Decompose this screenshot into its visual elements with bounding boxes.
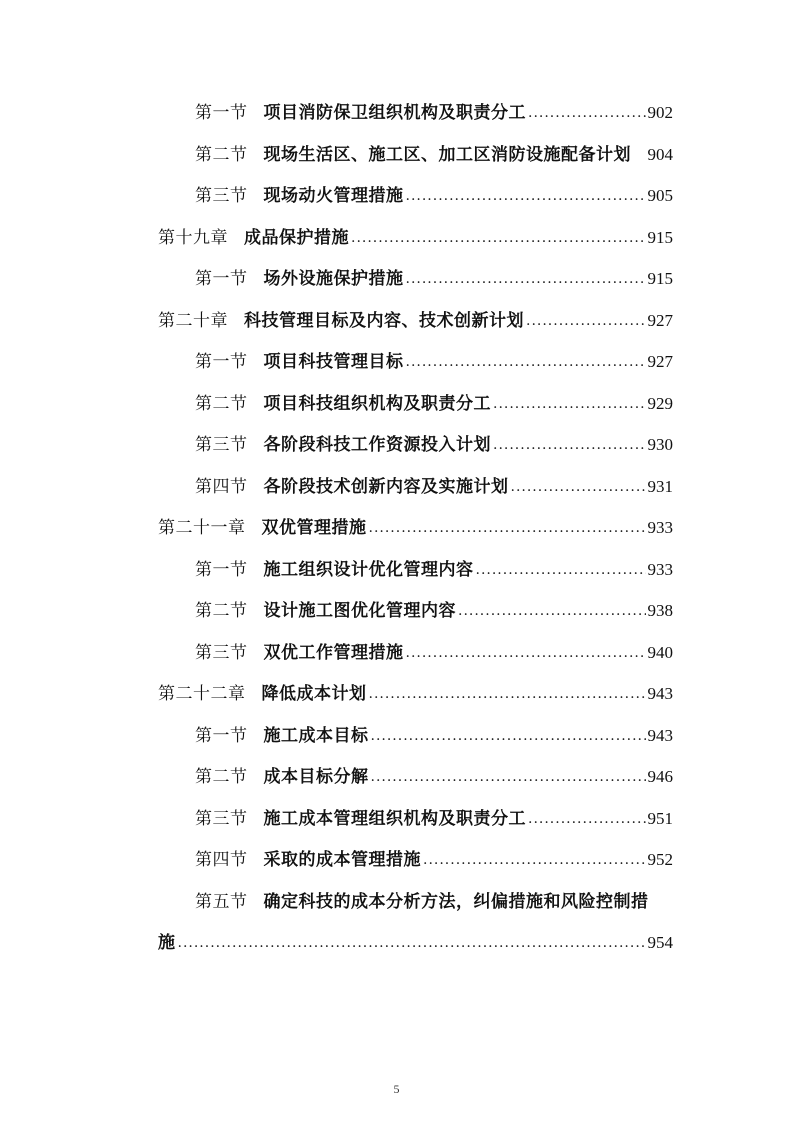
toc-entry-label <box>195 434 491 456</box>
toc-entry-page: 940 <box>647 643 673 662</box>
toc-entry[interactable] <box>195 841 673 871</box>
toc-entry-page: 902 <box>647 103 673 122</box>
toc-entry[interactable] <box>158 302 673 332</box>
toc-entry-number: 第一节 <box>195 560 248 580</box>
toc-entry[interactable] <box>195 800 673 830</box>
toc-entry-label <box>158 310 524 332</box>
toc-entry[interactable] <box>195 634 673 664</box>
toc-entry[interactable] <box>195 468 673 498</box>
toc-entry[interactable] <box>195 94 673 124</box>
toc-entry-page: 933 <box>647 560 673 579</box>
toc-entry-title: 项目科技管理目标 <box>263 352 404 372</box>
toc-leader-dots <box>511 476 646 498</box>
toc-entry-number: 第二十一章 <box>158 518 246 538</box>
toc-entry-page: 931 <box>647 477 673 496</box>
toc-entry-title: 场外设施保护措施 <box>263 269 404 289</box>
toc-leader-dots <box>528 808 646 830</box>
toc-entry-number: 第二节 <box>195 394 248 414</box>
toc-entry-title: 成品保护措施 <box>244 228 349 248</box>
toc-entry-number: 第二十章 <box>158 311 228 331</box>
toc-entry[interactable] <box>158 509 673 539</box>
toc-entry-number: 第二节 <box>195 601 248 621</box>
toc-entry-number: 第十九章 <box>158 228 228 248</box>
toc-entry-number: 第一节 <box>195 269 248 289</box>
toc-entry-label <box>158 683 367 705</box>
toc-entry-title: 各阶段科技工作资源投入计划 <box>263 435 491 455</box>
toc-leader-dots <box>369 683 646 705</box>
toc-entry[interactable] <box>195 717 673 747</box>
toc-entry-title: 施工成本目标 <box>263 726 369 746</box>
toc-entry-number: 第一节 <box>195 726 248 746</box>
toc-entry-title: 科技管理目标及内容、技术创新计划 <box>244 311 524 331</box>
toc-entry-page: 929 <box>647 394 673 413</box>
toc-entry-page: 915 <box>647 228 673 247</box>
toc-entry-label <box>195 351 404 373</box>
toc-entry-number: 第三节 <box>195 643 248 663</box>
toc-entry[interactable] <box>195 426 673 456</box>
toc-entry-number: 第三节 <box>195 186 248 206</box>
toc-leader-dots <box>406 351 646 373</box>
toc-entry[interactable] <box>195 177 673 207</box>
toc-entry-label <box>195 808 526 830</box>
toc-entry-title: 双优工作管理措施 <box>263 643 404 663</box>
toc-entry-title: 降低成本计划 <box>261 684 367 704</box>
toc-entry-label <box>195 476 509 498</box>
toc-entry-label <box>195 559 474 581</box>
toc-leader-dots <box>371 766 646 788</box>
toc-entry[interactable] <box>195 136 673 166</box>
toc-entry-title: 各阶段技术创新内容及实施计划 <box>263 477 509 497</box>
toc-entry-title-continued: 施 <box>158 933 176 953</box>
toc-leader-dots <box>406 642 646 664</box>
toc-entry-page: 938 <box>647 601 673 620</box>
toc-entry-label <box>195 393 491 415</box>
toc-entry-number: 第四节 <box>195 850 248 870</box>
toc-entry[interactable] <box>195 551 673 581</box>
toc-entry-wrapped-line2[interactable] <box>158 924 673 954</box>
toc-entry-page: 954 <box>647 933 673 952</box>
toc-entry-number: 第一节 <box>195 103 248 123</box>
toc-entry-page: 930 <box>647 435 673 454</box>
toc-entry[interactable] <box>195 592 673 622</box>
toc-entry-page: 927 <box>647 352 673 371</box>
toc-entry-title: 采取的成本管理措施 <box>263 850 421 870</box>
page-number: 5 <box>393 1082 400 1096</box>
toc-entry-wrapped-line1[interactable] <box>195 883 673 913</box>
toc-leader-dots <box>528 102 646 124</box>
toc-leader-dots <box>178 932 646 954</box>
toc-leader-dots <box>493 393 646 415</box>
toc-leader-dots <box>458 600 646 622</box>
toc-entry-title: 施工成本管理组织机构及职责分工 <box>263 809 526 829</box>
toc-entry-number: 第五节 <box>195 892 248 912</box>
toc-leader-dots <box>423 849 646 871</box>
toc-entry-label <box>195 725 369 747</box>
toc-entry[interactable] <box>158 219 673 249</box>
toc-entry[interactable] <box>158 675 673 705</box>
toc-entry-page: 943 <box>647 726 673 745</box>
toc-entry[interactable] <box>195 758 673 788</box>
toc-leader-dots <box>526 310 646 332</box>
toc-entry-page: 943 <box>647 684 673 703</box>
toc-entry-title: 确定科技的成本分析方法，纠偏措施和风险控制措 <box>263 892 649 912</box>
toc-entry-title: 现场生活区、施工区、加工区消防设施配备计划 <box>263 145 631 165</box>
toc-leader-dots <box>493 434 646 456</box>
toc-entry-title: 设计施工图优化管理内容 <box>263 601 456 621</box>
toc-leader-dots <box>406 185 646 207</box>
toc-leader-dots <box>351 227 646 249</box>
toc-entry-page: 904 <box>647 145 673 164</box>
toc-entry-page: 905 <box>647 186 673 205</box>
toc-entry-label <box>195 268 404 290</box>
toc-leader-dots <box>369 517 646 539</box>
toc-entry-label <box>158 517 367 539</box>
toc-entry-title: 双优管理措施 <box>261 518 367 538</box>
toc-entry-page: 933 <box>647 518 673 537</box>
toc-leader-dots <box>406 268 646 290</box>
toc-entry[interactable] <box>195 385 673 415</box>
toc-entry-number: 第二十二章 <box>158 684 246 704</box>
toc-entry-label <box>158 932 176 954</box>
toc-entry[interactable] <box>195 343 673 373</box>
toc-entry-label <box>195 102 526 124</box>
toc-leader-dots <box>371 725 646 747</box>
toc-entry-number: 第四节 <box>195 477 248 497</box>
toc-entry-label <box>158 227 349 249</box>
toc-entry-page: 915 <box>647 269 673 288</box>
toc-entry-title: 项目消防保卫组织机构及职责分工 <box>263 103 526 123</box>
toc-entry-label <box>195 600 456 622</box>
toc-entry-number: 第一节 <box>195 352 248 372</box>
toc-entry-title: 现场动火管理措施 <box>263 186 404 206</box>
toc-leader-dots <box>476 559 646 581</box>
toc-entry[interactable] <box>195 260 673 290</box>
toc-entry-title: 成本目标分解 <box>263 767 369 787</box>
toc-entry-label <box>195 185 404 207</box>
toc-entry-number: 第三节 <box>195 809 248 829</box>
toc-entry-title: 项目科技组织机构及职责分工 <box>263 394 491 414</box>
toc-entry-label <box>195 144 631 166</box>
toc-entry-page: 927 <box>647 311 673 330</box>
toc-entry-number: 第二节 <box>195 145 248 165</box>
toc-entry-number: 第二节 <box>195 767 248 787</box>
toc-entry-page: 946 <box>647 767 673 786</box>
toc-entry-page: 952 <box>647 850 673 869</box>
toc-entry-label <box>195 642 404 664</box>
toc-entry-label <box>195 766 369 788</box>
toc-entry-label <box>195 849 421 871</box>
toc-entry-number: 第三节 <box>195 435 248 455</box>
toc-entry-page: 951 <box>647 809 673 828</box>
toc-entry-title: 施工组织设计优化管理内容 <box>263 560 474 580</box>
